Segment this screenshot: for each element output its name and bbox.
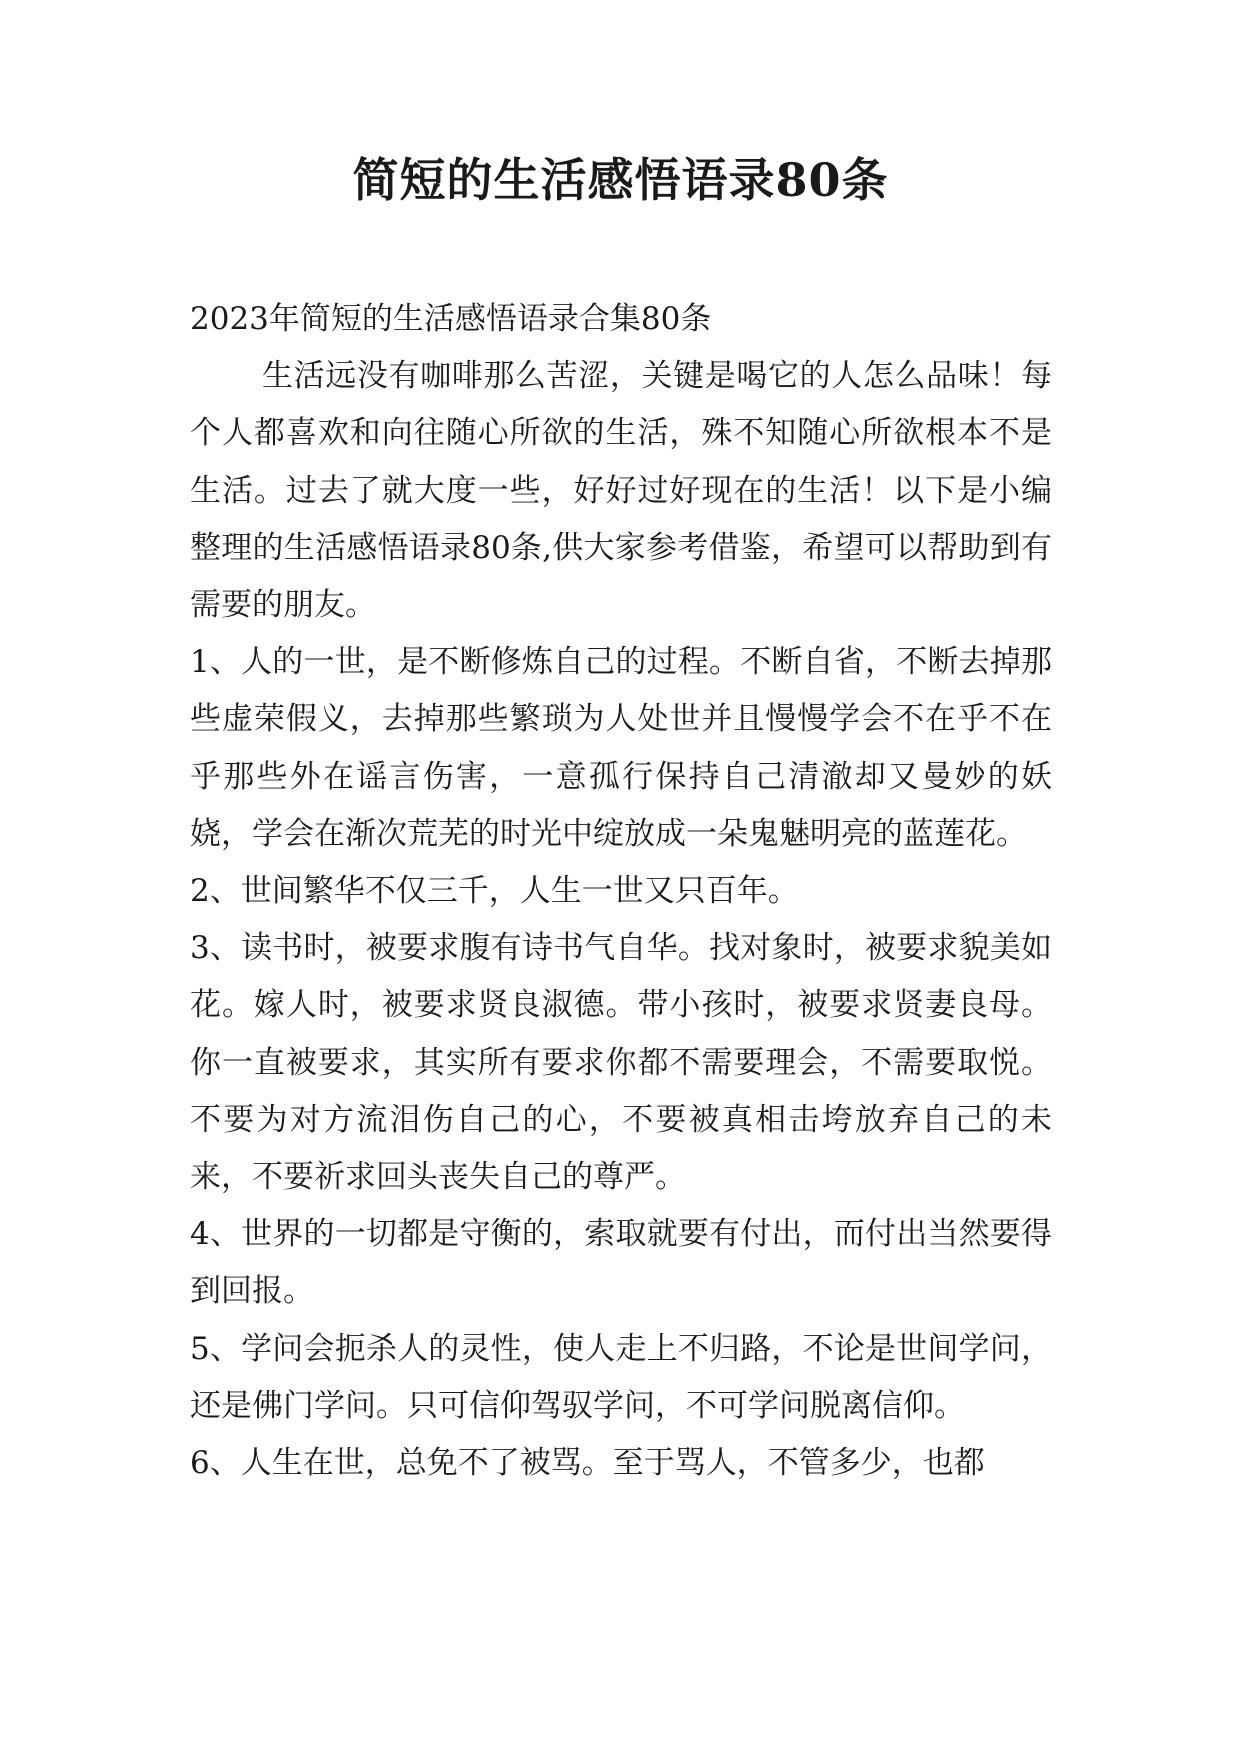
quote-item-5: 5、学问会扼杀人的灵性，使人走上不归路，不论是世间学问，还是佛门学问。只可信仰驾驭学问，不可学问脱离信仰。 xyxy=(190,1330,1052,1424)
document-subtitle: 2023年简短的生活感悟语录合集80条 xyxy=(190,301,712,337)
document-body xyxy=(190,291,1052,1492)
quote-item-6: 6、人生在世，总免不了被骂。至于骂人，不管多少，也都 xyxy=(190,1445,985,1482)
quote-item-2: 2、世间繁华不仅三千，人生一世又只百年。 xyxy=(190,873,799,910)
document-title: 简短的生活感悟语录80条 xyxy=(352,153,889,207)
intro-paragraph: 生活远没有咖啡那么苦涩，关键是喝它的人怎么品味！每个人都喜欢和向往随心所欲的生活，殊不知随心所欲根本不是生活。过去了就大度一些，好好过好现在的生活！以下是小编整理的生活感悟语录80条,供大家参考借鉴，希望可以帮助到有需要的朋友。 xyxy=(190,358,1052,624)
quote-item-1: 1、人的一世，是不断修炼自己的过程。不断自省，不断去掉那些虚荣假义，去掉那些繁琐为人处世并且慢慢学会不在乎不在乎那些外在谣言伤害，一意孤行保持自己清澈却又曼妙的妖娆，学会在渐次荒芜的时光中绽放成一朵鬼魅明亮的蓝莲花。 xyxy=(190,644,1052,852)
quote-item-4: 4、世界的一切都是守衡的，索取就要有付出，而付出当然要得到回报。 xyxy=(190,1216,1052,1310)
quote-item-3: 3、读书时，被要求腹有诗书气自华。找对象时，被要求貌美如花。嫁人时，被要求贤良淑德。带小孩时，被要求贤妻良母。你一直被要求，其实所有要求你都不需要理会，不需要取悦。不要为对方流泪伤自己的心，不要被真相击垮放弃自己的未来，不要祈求回头丧失自己的尊严。 xyxy=(190,930,1052,1196)
